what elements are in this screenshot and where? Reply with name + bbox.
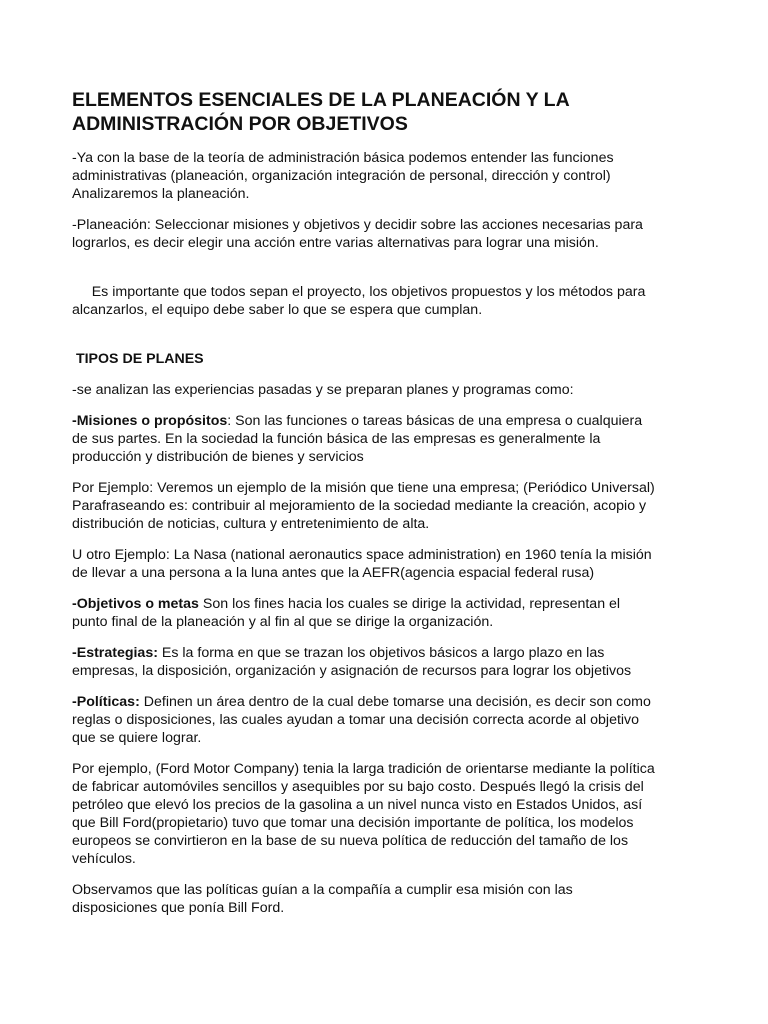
document-page bbox=[72, 88, 712, 930]
text-line: Es la forma en que se trazan los objetivos básicos a largo plazo en las bbox=[157, 645, 605, 661]
text-line: -se analizan las experiencias pasadas y se preparan planes y programas como: bbox=[72, 382, 574, 398]
term-misiones: -Misiones o propósitos bbox=[72, 413, 228, 429]
text-line: Por Ejemplo: Veremos un ejemplo de la misión que tiene una empresa; (Periódico Universal) bbox=[72, 480, 655, 496]
text-line: vehículos. bbox=[72, 851, 136, 867]
section-heading-tipos-de-planes: TIPOS DE PLANES bbox=[72, 351, 204, 367]
text-line: U otro Ejemplo: La Nasa (national aeronautics space administration) en 1960 tenía la misión bbox=[72, 547, 652, 563]
text-line: alcanzarlos, el equipo debe saber lo que se espera que cumplan. bbox=[72, 302, 483, 318]
text-line: lograrlos, es decir elegir una acción entre varias alternativas para lograr una misión. bbox=[72, 235, 599, 251]
text-line: -Ya con la base de la teoría de administración básica podemos entender las funciones bbox=[72, 150, 614, 166]
paragraph-ejemplo-ford bbox=[72, 760, 712, 868]
paragraph-planeacion bbox=[72, 216, 712, 252]
text-line: distribución de noticias, cultura y entretenimiento de alta. bbox=[72, 516, 430, 532]
paragraph-ejemplo-universal bbox=[72, 479, 712, 533]
text-line: punto final de la planeación y al fin al que se dirige la organización. bbox=[72, 614, 494, 630]
text-line: petróleo que elevó los precios de la gasolina a un nivel nunca visto en Estados Unidos, así bbox=[72, 797, 643, 813]
paragraph-estrategias bbox=[72, 644, 712, 680]
text-line: Parafraseando es: contribuir al mejoramiento de la sociedad mediante la creación, acopio y bbox=[72, 498, 647, 514]
text-line: Analizaremos la planeación. bbox=[72, 186, 250, 202]
term-politicas: -Políticas: bbox=[72, 694, 140, 710]
text-line: Es importante que todos sepan el proyecto, los objetivos propuestos y los métodos para bbox=[87, 284, 646, 300]
text-line: de fabricar automóviles sencillos y asequibles por su bajo costo. Después llegó la crisis del bbox=[72, 779, 644, 795]
text-line: reglas o disposiciones, las cuales ayudan a tomar una decisión correcta acorde al objetivo bbox=[72, 712, 640, 728]
term-objetivos: -Objetivos o metas bbox=[72, 596, 199, 612]
text-line: que se quiere lograr. bbox=[72, 730, 202, 746]
text-line: : Son las funciones o tareas básicas de una empresa o cualquiera bbox=[227, 413, 643, 429]
text-line: que Bill Ford(propietario) tuvo que tomar una decisión importante de política, los modelos bbox=[72, 815, 634, 831]
paragraph-politicas bbox=[72, 693, 712, 747]
paragraph-observamos bbox=[72, 881, 712, 917]
text-line: europeos se convirtieron en la base de su nueva política de reducción del tamaño de los bbox=[72, 833, 629, 849]
text-line: de llevar a una persona a la luna antes que la AEFR(agencia espacial federal rusa) bbox=[72, 565, 595, 581]
paragraph-importante bbox=[72, 265, 712, 337]
term-estrategias: -Estrategias: bbox=[72, 645, 158, 661]
document-title bbox=[72, 88, 712, 136]
title-line-2: ADMINISTRACIÓN POR OBJETIVOS bbox=[72, 113, 408, 135]
text-line: producción y distribución de bienes y servicios bbox=[72, 449, 364, 465]
text-line: administrativas (planeación, organización integración de personal, dirección y control) bbox=[72, 168, 611, 184]
text-line: empresas, la disposición, organización y asignación de recursos para lograr los objetivos bbox=[72, 663, 632, 679]
paragraph-objetivos bbox=[72, 595, 712, 631]
text-line: de sus partes. En la sociedad la función básica de las empresas es generalmente la bbox=[72, 431, 601, 447]
paragraph-ejemplo-nasa bbox=[72, 546, 712, 582]
text-line: disposiciones que ponía Bill Ford. bbox=[72, 900, 285, 916]
text-line: -Planeación: Seleccionar misiones y objetivos y decidir sobre las acciones necesarias para bbox=[72, 217, 643, 233]
title-line-1: ELEMENTOS ESENCIALES DE LA PLANEACIÓN Y LA bbox=[72, 89, 570, 111]
paragraph-misiones bbox=[72, 412, 712, 466]
text-line: Son los fines hacia los cuales se dirige la actividad, representan el bbox=[198, 596, 621, 612]
text-line: Por ejemplo, (Ford Motor Company) tenia la larga tradición de orientarse mediante la política bbox=[72, 761, 655, 777]
paragraph-intro bbox=[72, 149, 712, 203]
paragraph-experiencias bbox=[72, 381, 712, 399]
text-line: Definen un área dentro de la cual debe tomarse una decisión, es decir son como bbox=[139, 694, 651, 710]
text-line: Observamos que las políticas guían a la compañía a cumplir esa misión con las bbox=[72, 882, 573, 898]
